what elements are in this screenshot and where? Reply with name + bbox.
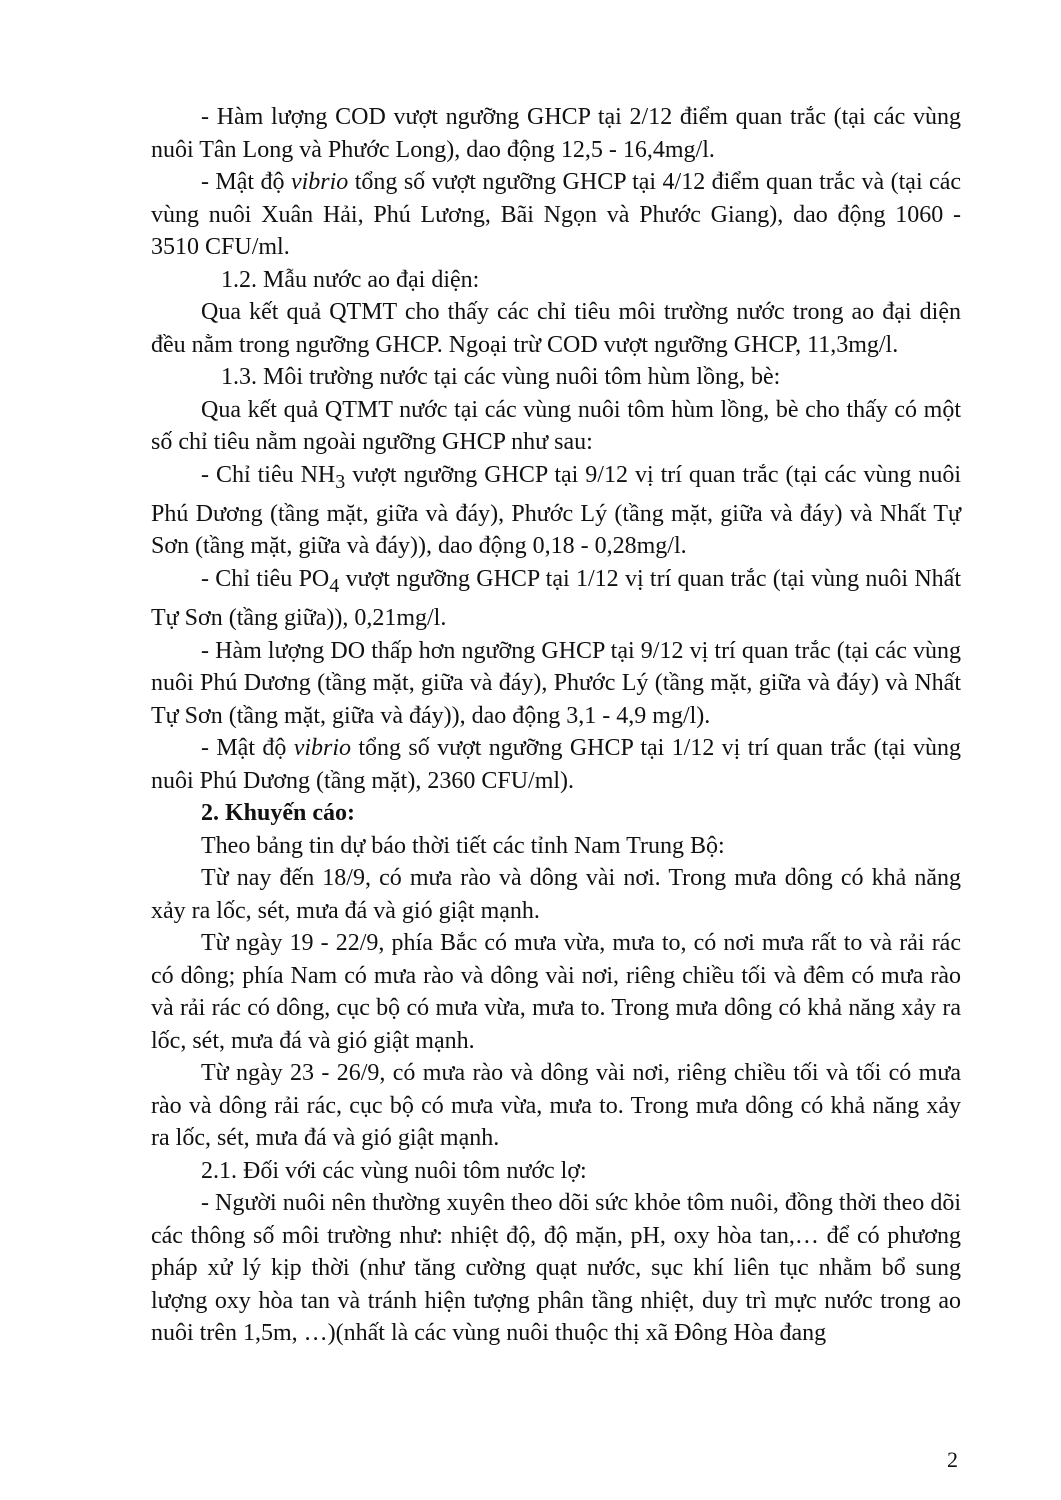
pond-paragraph: Qua kết quả QTMT cho thấy các chỉ tiêu môi trường nước trong ao đại diện đều nằm trong ngưỡng GHCP. Ngoại trừ COD vượt ngưỡng GHCP, 11,3mg/l.: [151, 299, 961, 358]
cod-paragraph: - Hàm lượng COD vượt ngưỡng GHCP tại 2/12 điểm quan trắc (tại các vùng nuôi Tân Long và Phước Long), dao động 12,5 - 16,4mg/l.: [151, 104, 961, 163]
forecast-intro-paragraph: Theo bảng tin dự báo thời tiết các tỉnh Nam Trung Bộ:: [201, 832, 725, 859]
section-heading-2: 2. Khuyến cáo:: [201, 800, 356, 827]
page-number: 2: [947, 1447, 958, 1472]
section-heading-2-1: 2.1. Đối với các vùng nuôi tôm nước lợ:: [201, 1157, 587, 1184]
lobster-intro-paragraph: Qua kết quả QTMT nước tại các vùng nuôi tôm hùm lồng, bè cho thấy có một số chỉ tiêu nằm ngoài ngưỡng GHCP như sau:: [151, 396, 961, 455]
forecast-paragraph-2: Từ ngày 19 - 22/9, phía Bắc có mưa vừa, mưa to, có nơi mưa rất to và rải rác có dông; phía Nam có mưa rào và dông vài nơi, riêng chiều tối và đêm có mưa rào và rải rác có dông, cục bộ có mưa vừa, mưa to. Trong mưa dông có khả năng xảy ra lốc, sét, mưa đá và gió giật mạnh.: [151, 930, 961, 1054]
forecast-paragraph-1: Từ nay đến 18/9, có mưa rào và dông vài nơi. Trong mưa dông có khả năng xảy ra lốc, sét, mưa đá và gió giật mạnh.: [151, 865, 961, 924]
section-heading-1-3: 1.3. Môi trường nước tại các vùng nuôi tôm hùm lồng, bè:: [221, 364, 781, 390]
recommendation-paragraph: - Người nuôi nên thường xuyên theo dõi sức khỏe tôm nuôi, đồng thời theo dõi các thông số môi trường như: nhiệt độ, độ mặn, pH, oxy hòa tan,… để có phương pháp xử lý kịp thời (như tăng cường quạt nước, sục khí liên tục nhằm bổ sung lượng oxy hòa tan và tránh hiện tượng phân tầng nhiệt, duy trì mực nước trong ao nuôi trên 1,5m, …)(nhất là các vùng nuôi thuộc thị xã Đông Hòa đang: [151, 1190, 961, 1347]
vibrio-lobster-paragraph: - Mật độ vibrio tổng số vượt ngưỡng GHCP tại 1/12 vị trí quan trắc (tại vùng nuôi Phú Dương (tầng mặt), 2360 CFU/ml).: [151, 735, 962, 794]
po4-paragraph: - Chỉ tiêu $PO_4$ vượt ngưỡng GHCP tại 1/12 vị trí quan trắc (tại vùng nuôi Nhất Tự Sơn (tầng giữa)), 0,21mg/l.: [151, 565, 962, 632]
section-heading-1-2: 1.2. Mẫu nước ao đại diện:: [221, 266, 480, 293]
vibrio-paragraph: - Mật độ vibrio tổng số vượt ngưỡng GHCP tại 4/12 điểm quan trắc và (tại các vùng nuôi Xuân Hải, Phú Lương, Bãi Ngọn và Phước Giang), dao động 1060 - 3510 CFU/ml.: [151, 169, 962, 260]
do-paragraph: - Hàm lượng DO thấp hơn ngưỡng GHCP tại 9/12 vị trí quan trắc (tại các vùng nuôi Phú Dương (tầng mặt, giữa và đáy), Phước Lý (tầng mặt, giữa và đáy) và Nhất Tự Sơn (tầng mặt, giữa và đáy)), dao động 3,1 - 4,9 mg/l).: [151, 637, 961, 729]
nh3-paragraph: - Chỉ tiêu $NH_3$ vượt ngưỡng GHCP tại 9/12 vị trí quan trắc (tại các vùng nuôi Phú Dương (tầng mặt, giữa và đáy), Phước Lý (tầng mặt, giữa và đáy) và Nhất Tự Sơn (tầng mặt, giữa và đáy)), dao động 0,18 - 0,28mg/l.: [151, 461, 961, 560]
body-text: [151, 101, 961, 1350]
forecast-paragraph-3: Từ ngày 23 - 26/9, có mưa rào và dông vài nơi, riêng chiều tối và tối có mưa rào và dông rải rác, cục bộ có mưa vừa, mưa to. Trong mưa dông có khả năng xảy ra lốc, sét, mưa đá và gió giật mạnh.: [151, 1060, 961, 1152]
